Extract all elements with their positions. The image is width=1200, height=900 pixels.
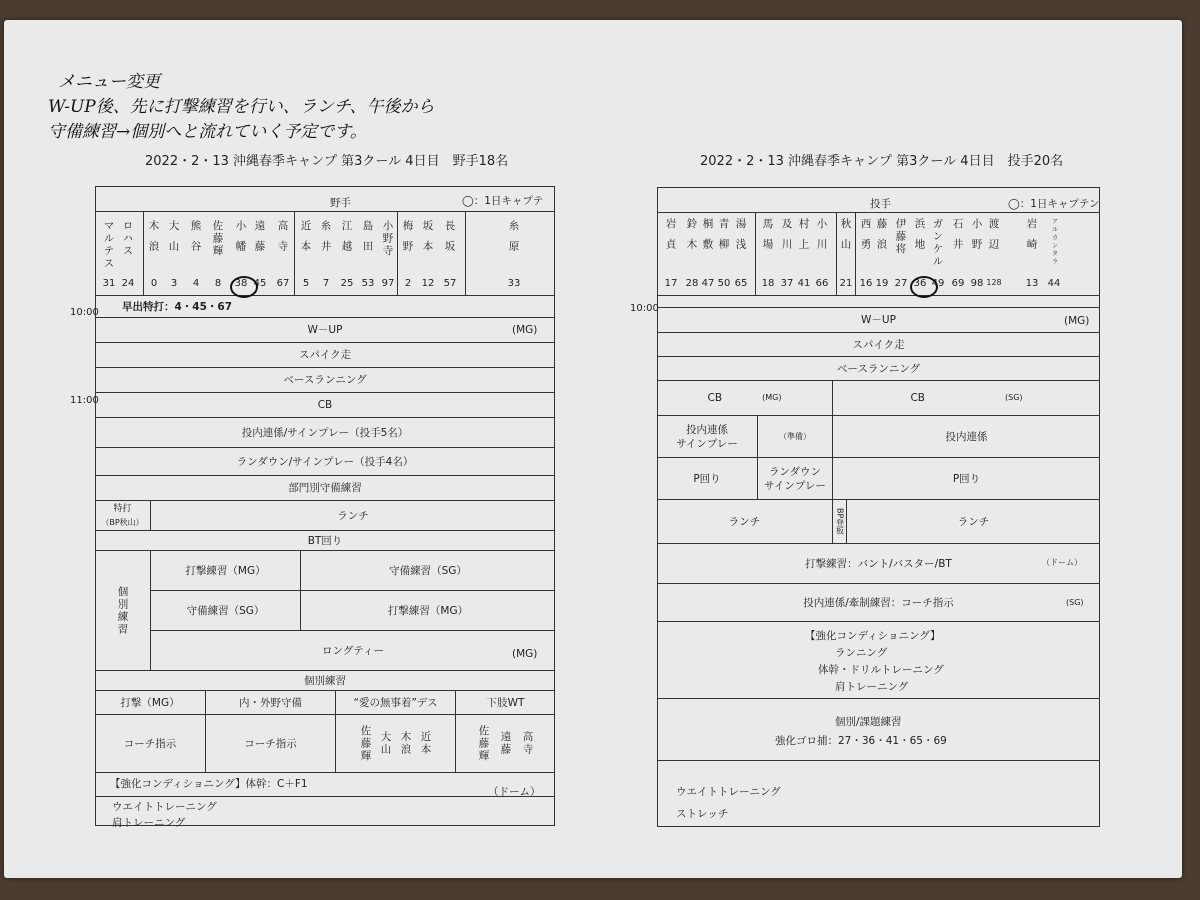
right-player-13 — [912, 218, 928, 289]
right-relay3-sg: (SG) — [1066, 598, 1084, 607]
left-player-name: 小野寺 — [381, 220, 394, 258]
left-group-4 — [455, 714, 555, 772]
right-player-name: 伊藤将 — [894, 218, 907, 256]
right-player-name: 岩貞 — [664, 218, 677, 259]
right-player-number: 41 — [797, 278, 811, 289]
right-player-19 — [1046, 218, 1062, 289]
right-dome: （ドーム） — [1042, 558, 1082, 567]
left-player-number: 2 — [404, 278, 412, 289]
right-row-relay-3: 投内連係/牽制練習：コーチ指示 — [657, 583, 1100, 621]
left-player-name: 近本 — [299, 220, 312, 261]
right-player-name: アルカンタラ — [1050, 218, 1058, 266]
left-row-bumon: 部門別守備練習 — [95, 475, 555, 500]
left-player-8 — [275, 220, 291, 289]
left-bat-mg-2: 打撃練習（MG） — [300, 590, 555, 630]
left-player-number: 0 — [150, 278, 158, 289]
right-player-2 — [700, 218, 716, 289]
left-player-number: 45 — [253, 278, 267, 289]
right-header: 投手 — [870, 198, 891, 210]
left-longtee: ロングティー — [150, 630, 555, 670]
right-lunch: ランチ — [657, 499, 832, 543]
left-player-14 — [400, 220, 416, 289]
left-player-1 — [120, 220, 136, 289]
left-longtee-mg: (MG) — [512, 648, 538, 660]
left-player-0 — [101, 220, 117, 289]
right-pmawari-2: P回り — [832, 457, 1100, 499]
right-lunch-2: ランチ — [846, 499, 1100, 543]
right-player-name: 秋山 — [839, 218, 852, 259]
left-col-aino: “愛の無事着”デス — [335, 690, 455, 714]
left-early-batting: 早出特打：4・45・67 — [122, 301, 233, 313]
left-player-name: 木浪 — [147, 220, 160, 261]
left-player-number: 25 — [340, 278, 354, 289]
right-player-9 — [838, 218, 854, 289]
left-player-number: 3 — [170, 278, 178, 289]
left-group-3 — [335, 714, 455, 772]
right-row-baserun: ベースランニング — [657, 356, 1100, 380]
left-wup-mg: (MG) — [512, 324, 538, 336]
right-time-1000: 10:00 — [630, 303, 659, 314]
left-player-3 — [166, 220, 182, 289]
left-row-lunch: ランチ — [150, 500, 555, 530]
right-player-name: 小野 — [970, 218, 983, 259]
right-player-4 — [733, 218, 749, 289]
left-player-name: 熊谷 — [189, 220, 202, 261]
g3-c: 木浪 — [399, 731, 412, 756]
right-player-number: 37 — [780, 278, 794, 289]
right-player-number: 65 — [734, 278, 748, 289]
right-player-16 — [969, 218, 985, 289]
left-player-number: 5 — [302, 278, 310, 289]
right-player-number: 36 — [913, 278, 927, 289]
left-player-5 — [210, 220, 226, 289]
g3-a: 佐藤輝 — [359, 724, 372, 763]
left-player-2 — [146, 220, 162, 289]
note-line-3: 守備練習→個別へと流れていく予定です。 — [48, 122, 367, 142]
right-player-name: 及川 — [780, 218, 793, 259]
right-player-name: 小川 — [815, 218, 828, 259]
right-weight: ウエイトトレーニング — [676, 786, 781, 798]
right-player-name: 湯浅 — [734, 218, 747, 259]
note-line-1: メニュー変更 — [58, 72, 160, 92]
g4-a: 佐藤輝 — [477, 724, 490, 763]
left-player-number: 7 — [322, 278, 330, 289]
right-player-name: 西勇 — [859, 218, 872, 259]
left-player-name: 遠藤 — [253, 220, 266, 261]
left-player-number: 97 — [381, 278, 395, 289]
right-row-bat: 打撃練習：バント/バスター/BT — [657, 543, 1100, 583]
left-dome: （ドーム） — [488, 786, 541, 798]
right-player-0 — [663, 218, 679, 289]
left-col-kashi-wt: 下肢WT — [455, 690, 555, 714]
right-player-1 — [684, 218, 700, 289]
right-player-name: 浜地 — [913, 218, 926, 259]
g4-b: 遠藤 — [499, 731, 512, 756]
right-player-name: 岩崎 — [1025, 218, 1038, 259]
left-player-number: 12 — [421, 278, 435, 289]
left-player-number: 57 — [443, 278, 457, 289]
right-cb-mg: (MG) — [762, 393, 782, 402]
right-player-3 — [716, 218, 732, 289]
right-junbi: （準備） — [757, 415, 832, 457]
left-player-name: 大山 — [167, 220, 180, 261]
right-running: ランニング — [835, 647, 888, 659]
left-col-batting: 打撃（MG） — [95, 690, 205, 714]
right-relay-2: 投内連係 — [832, 415, 1100, 457]
left-player-10 — [318, 220, 334, 289]
left-weight: ウエイトトレーニング — [112, 801, 217, 813]
right-rundown: ランダウン サインプレー — [757, 457, 832, 499]
right-player-name: 馬場 — [761, 218, 774, 259]
left-player-name: 梅野 — [401, 220, 414, 261]
right-player-18 — [1024, 218, 1040, 289]
right-player-number: 13 — [1025, 278, 1039, 289]
right-player-11 — [874, 218, 890, 289]
right-player-5 — [760, 218, 776, 289]
right-bp: BP登板 — [832, 499, 846, 543]
right-player-number: 18 — [761, 278, 775, 289]
left-def-sg-2: 守備練習（SG） — [150, 590, 300, 630]
left-player-4 — [188, 220, 204, 289]
left-bp: （BP秋山） — [101, 517, 144, 527]
left-player-number: 38 — [234, 278, 248, 289]
note-line-2: W-UP後、先に打撃練習を行い、ランチ、午後から — [48, 97, 435, 117]
right-row-wup: W－UP — [657, 307, 1100, 332]
left-row-bt: BT回り — [95, 530, 555, 550]
right-stretch: ストレッチ — [676, 808, 729, 820]
right-player-number: 28 — [685, 278, 699, 289]
left-player-7 — [252, 220, 268, 289]
right-player-name: 桐敷 — [701, 218, 714, 259]
right-player-number: 16 — [859, 278, 873, 289]
right-player-number: 98 — [970, 278, 984, 289]
right-captain-legend: ◯：1日キャプテン — [1008, 198, 1100, 210]
left-conditioning: 【強化コンディショニング】体幹：C＋F1 — [110, 778, 308, 790]
g3-b: 大山 — [379, 731, 392, 756]
left-tokuda-cell — [95, 500, 150, 530]
right-row-spike: スパイク走 — [657, 332, 1100, 356]
left-player-name: 小幡 — [234, 220, 247, 261]
right-player-number: 50 — [717, 278, 731, 289]
right-cb-label: CB — [707, 392, 723, 404]
left-header: 野手 — [330, 197, 351, 209]
right-player-name: 青柳 — [717, 218, 730, 259]
right-player-number: 21 — [839, 278, 853, 289]
left-player-12 — [360, 220, 376, 289]
right-player-name: ガンケル — [931, 218, 944, 268]
right-cb — [657, 380, 832, 415]
left-player-number: 67 — [276, 278, 290, 289]
left-player-number: 8 — [214, 278, 222, 289]
right-cb2-sg: (SG) — [1005, 393, 1023, 402]
right-player-name: 村上 — [797, 218, 810, 259]
right-player-10 — [858, 218, 874, 289]
left-player-13 — [380, 220, 396, 289]
left-player-name: ロハス — [121, 220, 134, 258]
right-conditioning: 【強化コンディショニング】 — [805, 630, 941, 642]
left-time-1000: 10:00 — [70, 307, 99, 318]
right-player-name: 渡辺 — [987, 218, 1000, 259]
left-player-name: 長坂 — [443, 220, 456, 261]
right-player-12 — [893, 218, 909, 289]
left-player-number: 33 — [507, 278, 521, 289]
g4-c: 高寺 — [521, 731, 534, 756]
left-def-sg: 守備練習（SG） — [300, 550, 555, 590]
right-player-14 — [930, 218, 946, 289]
right-player-name: 鈴木 — [685, 218, 698, 259]
right-relay: 投内連係 サインプレー — [657, 415, 757, 457]
left-coach-1: コーチ指示 — [95, 714, 205, 772]
right-player-7 — [796, 218, 812, 289]
right-title: 2022・2・13 沖縄春季キャンプ 第3クール 4日目 投手20名 — [700, 154, 1064, 169]
left-row-rundown: ランダウン/サインプレー（投手4名） — [95, 447, 555, 475]
left-row-pitch-relay: 投内連係/サインプレー（投手5名） — [95, 417, 555, 447]
left-time-1100: 11:00 — [70, 395, 99, 406]
left-player-9 — [298, 220, 314, 289]
left-col-field-def: 内・外野守備 — [205, 690, 335, 714]
right-pmawari: P回り — [657, 457, 757, 499]
right-player-17 — [986, 218, 1002, 287]
left-title: 2022・2・13 沖縄春季キャンプ 第3クール 4日目 野手18名 — [145, 154, 509, 169]
left-bat-mg: 打撃練習（MG） — [150, 550, 300, 590]
right-captain-circle — [910, 276, 938, 298]
right-player-number: 27 — [894, 278, 908, 289]
left-player-name: 佐藤輝 — [211, 220, 224, 258]
left-player-number: 53 — [361, 278, 375, 289]
right-player-number: 49 — [931, 278, 945, 289]
right-player-number: 19 — [875, 278, 889, 289]
right-shoulder: 肩トレーニング — [835, 681, 909, 693]
right-goro: 強化ゴロ捕：27・36・41・65・69 — [775, 735, 947, 747]
left-shoulder: 肩トレーニング — [112, 817, 186, 829]
left-player-15 — [420, 220, 436, 289]
left-player-16 — [442, 220, 458, 289]
right-player-name: 石井 — [951, 218, 964, 259]
right-player-number: 17 — [664, 278, 678, 289]
right-kadai: 個別/課題練習 — [835, 716, 902, 728]
left-player-name: マルテス — [102, 220, 115, 270]
left-row-cb: CB — [95, 392, 555, 417]
right-cb2-label: CB — [910, 392, 925, 404]
left-player-11 — [339, 220, 355, 289]
left-coach-2: コーチ指示 — [205, 714, 335, 772]
left-row-kobetsu: 個別練習 — [95, 670, 555, 690]
left-row-spike: スパイク走 — [95, 342, 555, 367]
right-player-6 — [779, 218, 795, 289]
right-player-number: 128 — [986, 278, 1002, 287]
right-player-15 — [950, 218, 966, 289]
right-drill: 体幹・ドリルトレーニング — [818, 664, 944, 676]
right-player-8 — [814, 218, 830, 289]
left-captain-legend: ◯：1日キャプテ — [462, 195, 544, 207]
left-player-number: 24 — [121, 278, 135, 289]
left-player-name: 糸井 — [319, 220, 332, 261]
right-player-name: 藤浪 — [875, 218, 888, 259]
left-player-name: 江越 — [340, 220, 353, 261]
left-captain-circle — [230, 276, 258, 298]
left-player-number: 4 — [192, 278, 200, 289]
right-cb-2 — [832, 380, 1100, 415]
left-player-name: 坂本 — [421, 220, 434, 261]
g3-d: 近本 — [419, 731, 432, 756]
right-player-number: 66 — [815, 278, 829, 289]
left-row-wup: W－UP — [95, 317, 555, 342]
left-kobetsu-vertical: 個別練習 — [95, 550, 150, 670]
right-wup-mg: (MG) — [1064, 315, 1090, 327]
left-tokuda: 特打 — [113, 503, 132, 514]
left-player-number: 31 — [102, 278, 116, 289]
right-player-number: 47 — [701, 278, 715, 289]
left-player-name: 島田 — [361, 220, 374, 261]
left-player-17 — [506, 220, 522, 289]
left-player-name: 糸原 — [507, 220, 520, 261]
right-player-number: 44 — [1047, 278, 1061, 289]
right-player-number: 69 — [951, 278, 965, 289]
handwritten-note — [48, 70, 435, 145]
left-player-6 — [233, 220, 249, 289]
left-player-name: 高寺 — [276, 220, 289, 261]
left-row-baserun: ベースランニング — [95, 367, 555, 392]
